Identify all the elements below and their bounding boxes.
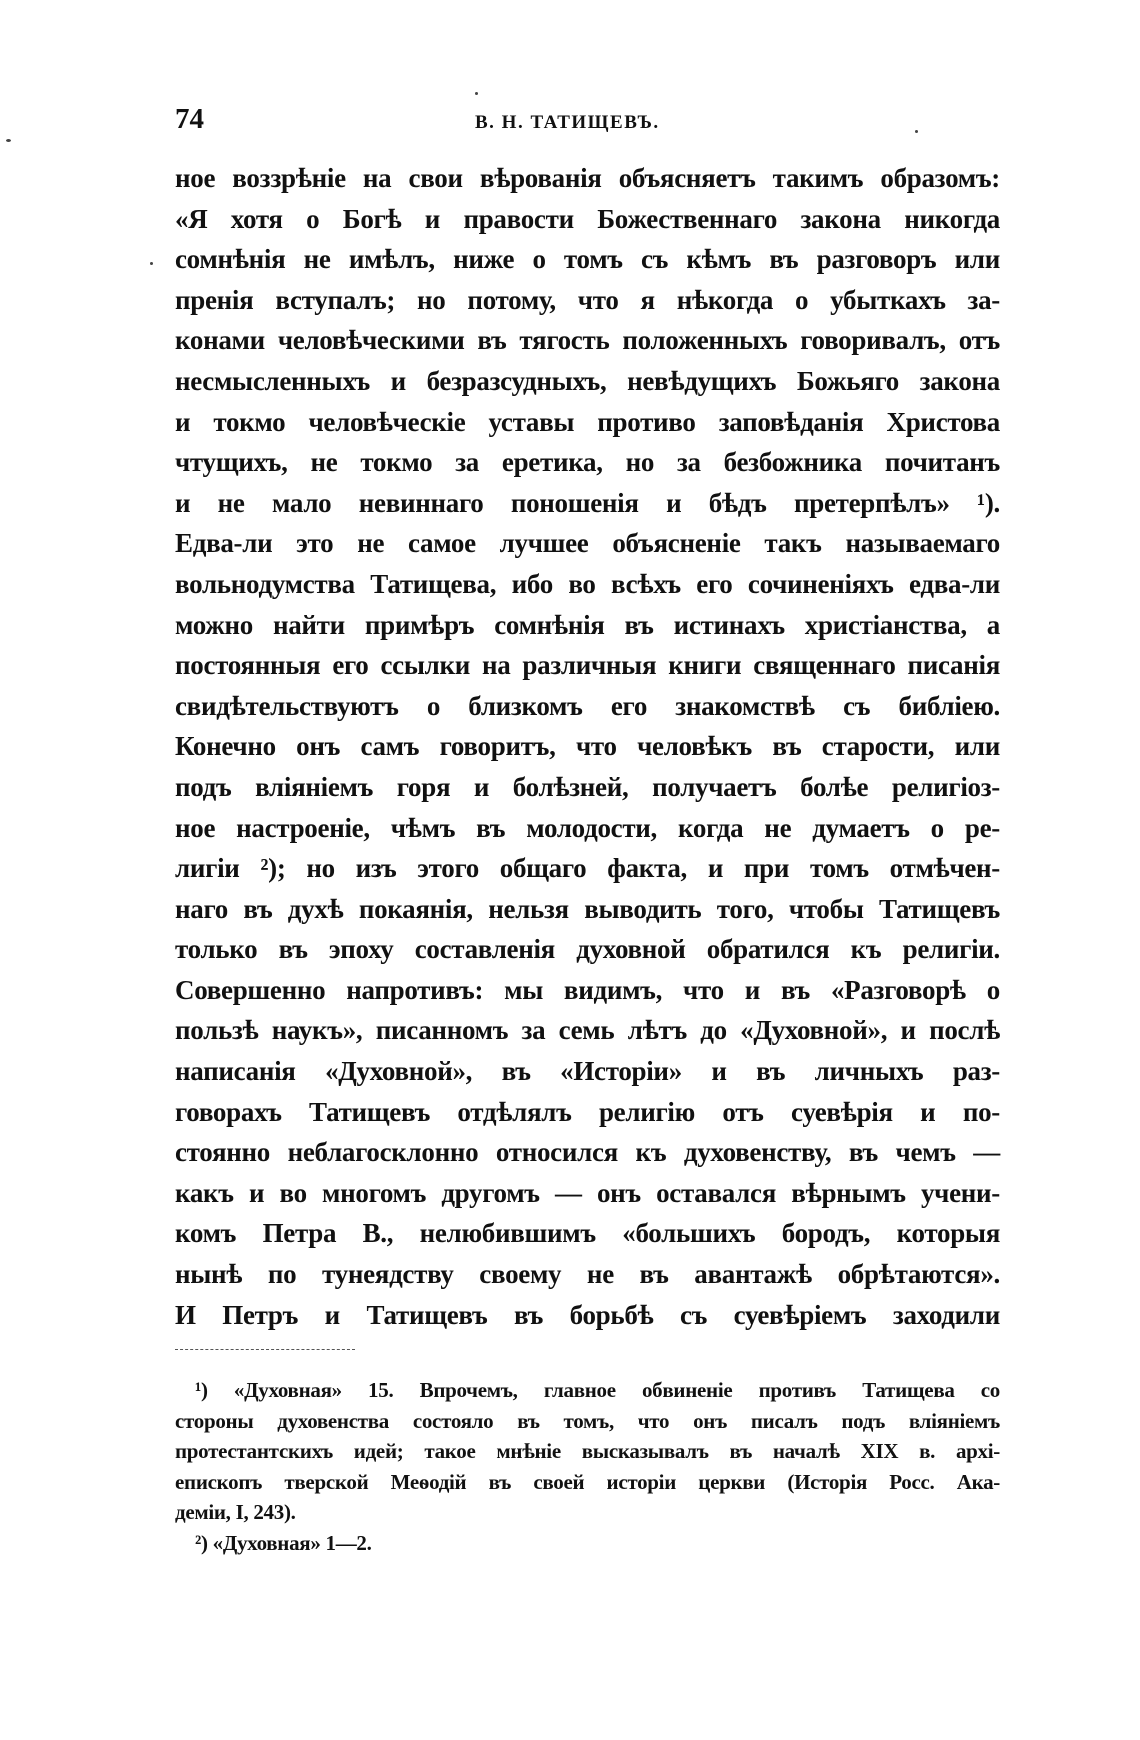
body-line: ное воззрѣніе на свои вѣрованія объясняетъ такимъ образомъ: bbox=[175, 163, 1000, 193]
body-line: говорахъ Татищевъ отдѣлялъ религію отъ суевѣрія и по- bbox=[175, 1096, 1000, 1127]
body-line: и не мало невиннаго поношенія и бѣдъ претерпѣлъ» ¹). bbox=[175, 487, 1000, 518]
body-line: «Я хотя о Богѣ и правости Божественнаго закона никогда bbox=[175, 203, 1000, 234]
body-line: И Петръ и Татищевъ въ борьбѣ съ суевѣріемъ заходили bbox=[175, 1299, 1000, 1330]
page-header bbox=[175, 103, 1000, 143]
body-line: можно найти примѣръ сомнѣнія въ истинахъ христіанства, а bbox=[175, 609, 1000, 640]
footnote-line: ¹) «Духовная» 15. Впрочемъ, главное обвиненіе противъ Татищева со bbox=[195, 1378, 1000, 1402]
body-line: подъ вліяніемъ горя и болѣзней, получаетъ болѣе религіоз- bbox=[175, 771, 1000, 802]
body-line: свидѣтельствуютъ о близкомъ его знакомствѣ съ библіею. bbox=[175, 690, 1000, 721]
body-line: ное настроеніе, чѣмъ въ молодости, когда не думаетъ о ре- bbox=[175, 812, 1000, 843]
body-line: сомнѣнія не имѣлъ, ниже о томъ съ кѣмъ въ разговоръ или bbox=[175, 244, 1000, 275]
body-line: пренія вступалъ; но потому, что я нѣкогда о убыткахъ за- bbox=[175, 284, 1000, 315]
body-line: лигіи ²); но изъ этого общаго факта, и при томъ отмѣчен- bbox=[175, 853, 1000, 884]
body-line: и токмо человѣческіе уставы противо заповѣданія Христова bbox=[175, 406, 1000, 437]
body-line: Конечно онъ самъ говоритъ, что человѣкъ въ старости, или bbox=[175, 731, 1000, 762]
footnote-line: деміи, I, 243). bbox=[175, 1500, 296, 1524]
footnote-separator bbox=[175, 1349, 355, 1350]
body-line: Совершенно напротивъ: мы видимъ, что и въ «Разговорѣ о bbox=[175, 974, 1000, 1005]
body-text bbox=[175, 158, 1000, 1335]
body-line: чтущихъ, не токмо за еретика, но за безбожника почитанъ bbox=[175, 447, 1000, 478]
footnote-line: протестантскихъ идей; такое мнѣніе высказывалъ въ началѣ XIX в. архі- bbox=[175, 1439, 1000, 1463]
body-line: несмысленныхъ и безразсудныхъ, невѣдущихъ Божьяго закона bbox=[175, 365, 1000, 396]
footnote-line: епископъ тверской Меѳодій въ своей исторіи церкви (Исторія Росс. Ака- bbox=[175, 1469, 1000, 1494]
page-number: 74 bbox=[175, 103, 204, 135]
body-line: пользѣ наукъ», писанномъ за семь лѣтъ до «Духовной», и послѣ bbox=[175, 1015, 1000, 1046]
footnote-line: стороны духовенства состояло въ томъ, что онъ писалъ подъ вліяніемъ bbox=[175, 1408, 1000, 1433]
body-line: конами человѣческими въ тягость положенныхъ говоривалъ, отъ bbox=[175, 325, 1000, 356]
scan-speck bbox=[475, 92, 478, 95]
body-line: постоянныя его ссылки на различныя книги священнаго писанія bbox=[175, 650, 1000, 681]
footnote-line: ²) «Духовная» 1—2. bbox=[195, 1530, 372, 1555]
body-line: наго въ духѣ покаянія, нельзя выводить того, чтобы Татищевъ bbox=[175, 893, 1000, 924]
scan-speck bbox=[150, 262, 153, 265]
body-line: только въ эпоху составленія духовной обратился къ религіи. bbox=[175, 934, 1000, 965]
body-line: нынѣ по тунеядству своему не въ авантажѣ обрѣтаются». bbox=[175, 1259, 1000, 1290]
footnotes bbox=[175, 1375, 1000, 1558]
body-line: стоянно неблагосклонно относился къ духовенству, въ чемъ — bbox=[175, 1137, 1000, 1168]
body-line: комъ Петра В., нелюбившимъ «большихъ бородъ, которыя bbox=[175, 1218, 1000, 1249]
scan-speck bbox=[915, 130, 918, 133]
scan-speck bbox=[6, 139, 11, 142]
body-line: написанія «Духовной», въ «Исторіи» и въ личныхъ раз- bbox=[175, 1056, 1000, 1087]
body-line: вольнодумства Татищева, ибо во всѣхъ его сочиненіяхъ едва-ли bbox=[175, 568, 1000, 599]
running-head: В. Н. ТАТИЩЕВЪ. bbox=[475, 112, 660, 133]
body-line: какъ и во многомъ другомъ — онъ оставался вѣрнымъ учени- bbox=[175, 1177, 1000, 1208]
body-line: Едва-ли это не самое лучшее объясненіе такъ называемаго bbox=[175, 528, 1000, 559]
